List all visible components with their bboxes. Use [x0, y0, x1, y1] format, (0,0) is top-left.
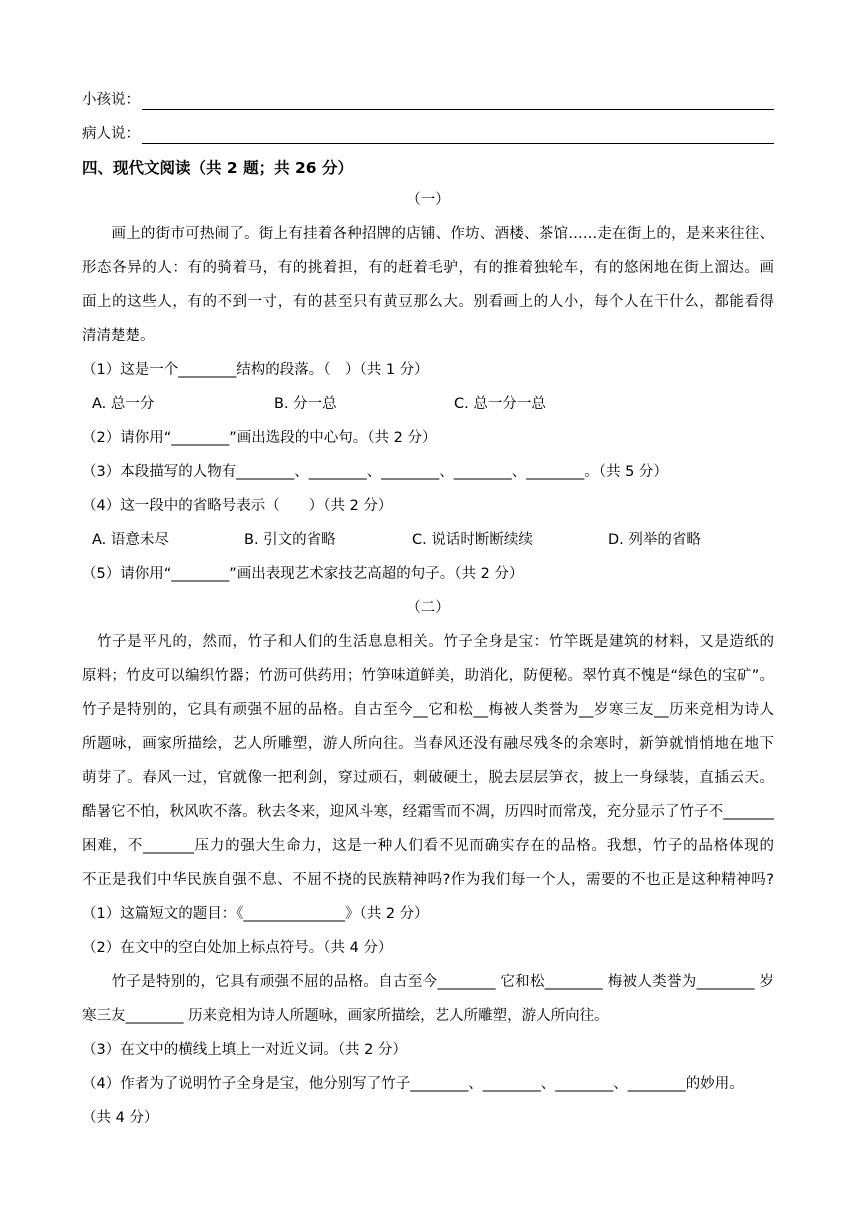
part2-line-6: 酷暑它不怕，秋风吹不落。秋去冬来，迎风斗寒，经霜雪而不凋，历四时而常茂，充分显示了竹子不_______ — [82, 804, 774, 820]
part2-line-1: 竹子是平凡的，然而，竹子和人们的生活息息相关。竹子全身是宝：竹竿既是建筑的材料，又是造纸的 — [82, 634, 774, 650]
child-answer-line[interactable] — [82, 90, 774, 110]
part1-question-2: （2）请你用“________”画出选段的中心句。（共 2 分） — [82, 430, 437, 446]
part2-question-4: （4）作者为了说明竹子全身是宝，他分别写了竹子________、________、________、________的妙用。 — [82, 1076, 744, 1092]
part1-question-4: （4）这一段中的省略号表示（ ）（共 2 分） — [82, 498, 393, 514]
part2-q2-passage-line-1: 竹子是特别的，它具有顽强不屈的品格。自古至今________ 它和松________ 梅被人类誉为________ 岁 — [82, 974, 774, 990]
part1-question-1: （1）这是一个________结构的段落。（ ）（共 1 分） — [82, 362, 429, 378]
part2-line-5: 萌芽了。春风一过，官就像一把利剑，穿过顽石，刺破硬土，脱去层层笋衣，披上一身绿装，直插云天。 — [82, 770, 774, 786]
part2-question-4-points: （共 4 分） — [82, 1110, 159, 1126]
part2-line-4: 所题咏，画家所描绘，艺人所雕塑，游人所向往。当春风还没有融尽残冬的余寒时，新笋就悄悄地在地下 — [82, 736, 774, 752]
part1-q1-option-a[interactable]: A. 总一分 — [92, 396, 155, 412]
section-title: 四、现代文阅读（共 2 题；共 26 分） — [82, 159, 353, 177]
part1-question-3: （3）本段描写的人物有________、________、________、________、________。（共 5 分） — [82, 464, 668, 480]
part2-line-2: 原料；竹皮可以编织竹器；竹沥可供药用；竹笋味道鲜美，助消化，防便秘。翠竹真不愧是“绿色的宝矿”。 — [82, 668, 774, 684]
part2-label: （二） — [406, 600, 450, 616]
part1-q1-option-c[interactable]: C. 总一分一总 — [454, 396, 546, 412]
part2-line-7: 困难，不_______压力的强大生命力，这是一种人们看不见而确实存在的品格。我想，竹子的品格体现的 — [82, 838, 774, 854]
part2-line-3: 竹子是特别的，它具有顽强不屈的品格。自古至今__它和松__梅被人类誉为__岁寒三友__历来竞相为诗人 — [82, 702, 774, 718]
child-answer-rule — [142, 95, 774, 110]
part2-line-8: 不正是我们中华民族自强不息、不屈不挠的民族精神吗?作为我们每一个人，需要的不也正是这种精神吗? — [82, 872, 774, 888]
part2-question-2: （2）在文中的空白处加上标点符号。（共 4 分） — [82, 940, 393, 956]
patient-answer-label: 病人说： — [82, 126, 140, 142]
patient-answer-rule — [142, 129, 774, 144]
part1-q4-option-a[interactable]: A. 语意未尽 — [92, 532, 169, 548]
part1-q1-option-b[interactable]: B. 分一总 — [274, 396, 337, 412]
part2-question-3: （3）在文中的横线上填上一对近义词。（共 2 分） — [82, 1042, 407, 1058]
part1-q4-option-c[interactable]: C. 说话时断断续续 — [412, 532, 533, 548]
part1-q4-option-b[interactable]: B. 引文的省略 — [244, 532, 336, 548]
part1-line-2: 形态各异的人：有的骑着马，有的挑着担，有的赶着毛驴，有的推着独轮车，有的悠闲地在街上溜达。画 — [82, 260, 774, 276]
child-answer-label: 小孩说： — [82, 92, 140, 108]
part1-line-1: 画上的街市可热闹了。街上有挂着各种招牌的店铺、作坊、酒楼、茶馆……走在街上的，是来来往往、 — [82, 226, 774, 242]
part1-line-3: 面上的这些人，有的不到一寸，有的甚至只有黄豆那么大。别看画上的人小，每个人在干什么，都能看得 — [82, 294, 774, 310]
patient-answer-line[interactable] — [82, 124, 774, 144]
part1-label: （一） — [406, 192, 450, 208]
part1-question-5: （5）请你用“________”画出表现艺术家技艺高超的句子。（共 2 分） — [82, 566, 524, 582]
part1-q4-option-d[interactable]: D. 列举的省略 — [608, 532, 701, 548]
part2-q2-passage-line-2: 寒三友________ 历来竞相为诗人所题咏，画家所描绘，艺人所雕塑，游人所向往。 — [82, 1008, 609, 1024]
part1-line-4: 清清楚楚。 — [82, 328, 155, 344]
part2-question-1: （1）这篇短文的题目：《______________》（共 2 分） — [82, 906, 429, 922]
